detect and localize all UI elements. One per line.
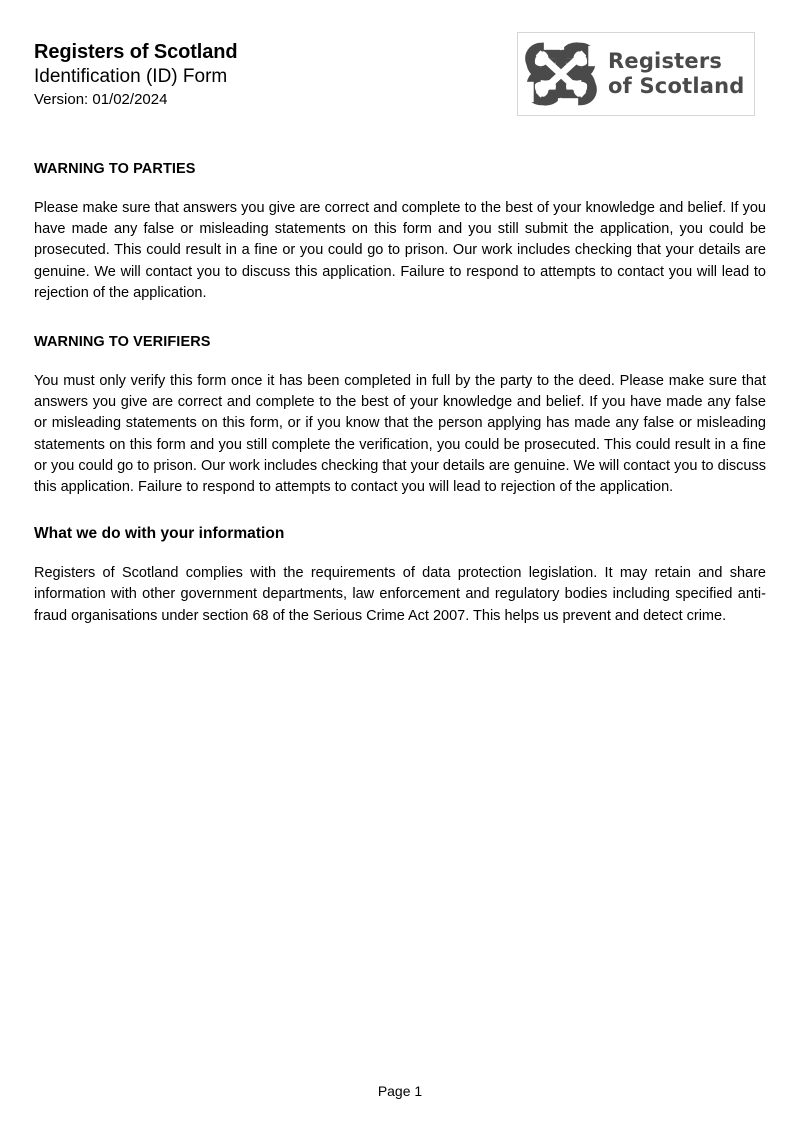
logo-wordmark: [608, 49, 744, 99]
page-number-label: Page 1: [377, 1083, 423, 1099]
section-heading-warning-to-verifiers: WARNING TO VERIFIERS: [34, 334, 211, 351]
page-title: Identification (ID) Form: [34, 66, 228, 87]
section-body-warning-to-verifiers: You must only verify this form once it has been completed in full by the party to the deed. Please make sure that answers you give are correct and complete to the best of your knowledge and belief. If you have made any false or misleading statements on this form, or if you know that the person applying has made any false or misleading statements on this form and you still complete the verification, you could be prosecuted. This could result in a fine or you could go to prison. Our work includes checking that your details are genuine. We will contact you to discuss this application. Failure to respond to attempts to contact you will lead to rejection of the application.: [34, 373, 766, 496]
logo-container: [517, 32, 755, 116]
section-warning-to-verifiers: [34, 333, 766, 498]
section-body-what-we-do-with-your-information: Registers of Scotland complies with the requirements of data protection legislation. It may retain and share information with other government departments, law enforcement and regulatory bodies including specified anti-fraud organisations under section 68 of the Serious Crime Act 2007. This helps us prevent and detect crime.: [34, 565, 766, 624]
section-what-we-do-with-your-information: [34, 525, 766, 627]
page-footer: [0, 1082, 800, 1100]
document-body: [34, 160, 766, 656]
section-heading-what-we-do-with-your-information: What we do with your information: [34, 525, 285, 543]
registers-of-scotland-knot-logo-icon: [522, 38, 600, 110]
organisation-name: Registers of Scotland: [34, 41, 238, 63]
header-title-block: [34, 40, 238, 110]
document-header: [34, 40, 766, 130]
logo-wordmark-line2: of Scotland: [608, 74, 745, 98]
logo-wordmark-line1: Registers: [608, 49, 723, 73]
section-body-warning-to-parties: Please make sure that answers you give are correct and complete to the best of your knowledge and belief. If you have made any false or misleading statements on this form and you still submit the application, you could be prosecuted. This could result in a fine or you could go to prison. Our work includes checking that your details are genuine. We will contact you to discuss this application. Failure to respond to attempts to contact you will lead to rejection of the application.: [34, 200, 766, 301]
version-label: Version: 01/02/2024: [34, 91, 168, 108]
section-warning-to-parties: [34, 160, 766, 304]
section-heading-warning-to-parties: WARNING TO PARTIES: [34, 161, 196, 177]
